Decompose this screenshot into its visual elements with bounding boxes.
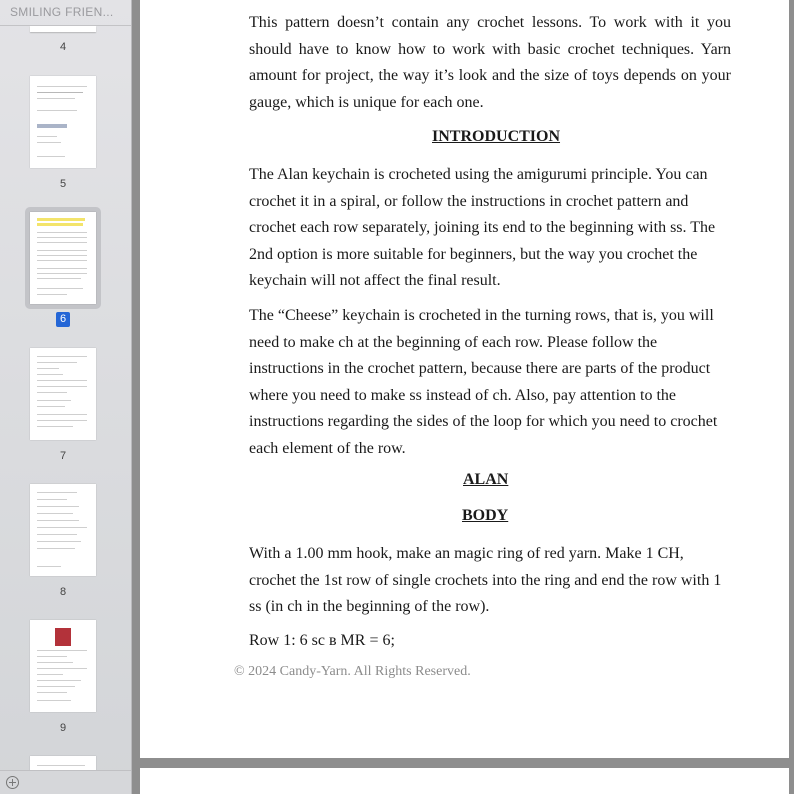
page-thumbnail-sidebar [0,0,132,794]
copyright-footer: © 2024 Candy-Yarn. All Rights Reserved. [234,664,471,679]
thumbnail-page-8[interactable] [30,484,96,576]
thumbnail-page-7[interactable] [30,348,96,440]
page-number-8: 8 [59,586,67,598]
page-number-6-selected: 6 [56,312,70,327]
alan-heading: ALAN [463,471,509,488]
body-heading: BODY [462,507,509,524]
row-1-instruction: Row 1: 6 sc в MR = 6; [249,632,395,649]
thumbnail-page-9[interactable] [30,620,96,712]
page-number-4: 4 [59,41,67,53]
add-page-icon[interactable] [6,776,19,789]
introduction-heading: INTRODUCTION [432,128,561,145]
alan-keychain-paragraph: The Alan keychain is crocheted using the amigurumi principle. You can crochet it in a spiral, or follow the instructions in crochet pattern and crochet each row separately, joining its end to the beginning with ss. The 2nd option is more suitable for beginners, but the way you crochet the keychain will not affect the final result. [249,166,716,289]
thumbnail-page-6[interactable] [30,212,96,304]
document-title: SMILING FRIEN... [10,5,114,19]
thumbnail-image [55,628,71,646]
page-number-7: 7 [59,450,67,462]
intro-paragraph: This pattern doesn’t contain any crochet lessons. To work with it you should have to know how to work with basic crochet techniques. Yarn amount for project, the way it’s look and the size of toys depends on your gauge, which is unique for each one. [249,14,731,111]
page-number-9: 9 [59,722,67,734]
thumbnail-page-5[interactable] [30,76,96,168]
body-instructions-paragraph: With a 1.00 mm hook, make an magic ring of red yarn. Make 1 CH, crochet the 1st row of single crochets into the ring and end the row with 1 ss (in ch in the beginning of the row). [249,545,722,615]
sidebar-footer [0,770,131,794]
thumbnail-page-4[interactable] [30,26,96,32]
page-number-5: 5 [59,178,67,190]
cheese-keychain-paragraph: The “Cheese” keychain is crocheted in the turning rows, that is, you will need to make ch at the beginning of each row. Please follow the instructions in the crochet pattern, because there are parts of the product where you need to make ss instead of ch. Also, pay attention to the instructions regarding the sides of the loop for which you need to crochet each element of the row. [249,307,718,457]
document-page [140,0,789,758]
next-document-page [140,768,789,794]
